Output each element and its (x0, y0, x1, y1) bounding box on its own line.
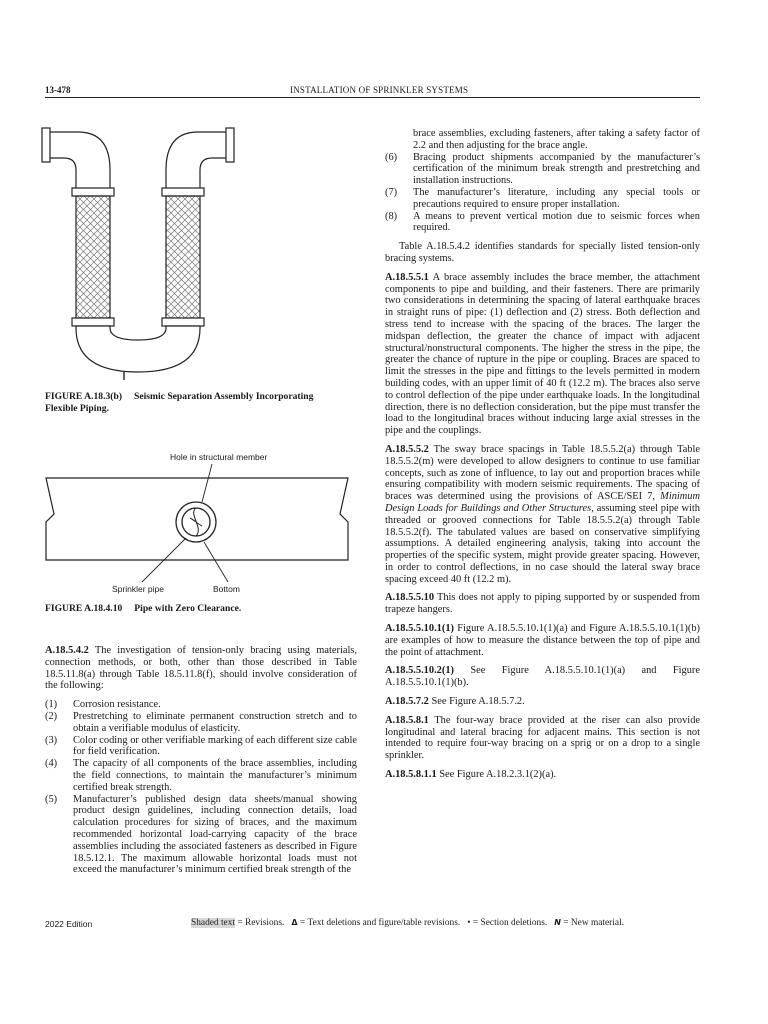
header-rule (45, 97, 700, 98)
list-number: (2) (45, 710, 58, 722)
paragraph-text: See Figure A.18.5.5.10.1(1)(a) and Figure A.18.5.5.10.1(1)(b). (385, 665, 700, 689)
list-item (385, 211, 700, 235)
figure-flexible-loop-drawing (38, 122, 238, 384)
paragraph-text: This does not apply to piping supported by or suspended from trapeze hangers. (385, 592, 700, 616)
running-header-title: INSTALLATION OF SPRINKLER SYSTEMS (290, 85, 469, 95)
figure-caption-label: FIGURE A.18.3(b) (45, 391, 123, 402)
paragraph-a18-5-5-2 (385, 444, 700, 586)
list-number: (4) (45, 758, 58, 770)
list-item-5-continuation: brace assemblies, excluding fasteners, after taking a safety factor of 2.2 and then adjusting for the brace angle. (413, 128, 700, 151)
paragraph-text: A brace assembly includes the brace member, the attachment components to pipe and building, and their fasteners. There are primarily two considerations in determining the spacing of lateral earthquake braces in straight runs of pipe: (1) deflection and (2) stress. Both deflection and stress tend to increase with the spacing of the braces. The larger the midspan deflection, the greater the chance of impact with adjacent structural/nonstructural components. The higher the stress in the pipe, the greater the chance of rupture in the pipe or coupling. Braces are spaced to limit the stresses in the pipe and fittings to the levels permitted in modern building codes, with an upper limit of 40 ft (12.2 m). The braces also serve to control deflection of the pipe under earthquake loads. In the longitudinal direction, there is no deflection consideration, but the pipe must transfer the load to the longitudinal braces without inducing large axial stresses in the pipe and the couplings. (385, 271, 700, 437)
bullet-icon: • (467, 918, 471, 928)
shaded-text-sample: Shaded text (191, 918, 236, 928)
label-hole-in-member: Hole in structural member (170, 452, 268, 462)
figure-zero-clearance-drawing (42, 462, 354, 586)
list-text: Corrosion resistance. (73, 699, 161, 711)
paragraph-a18-5-5-10-1-1 (385, 623, 700, 658)
paragraph-text: The investigation of tension-only bracing using materials, connection methods, or both, other than those described in Table 18.5.11.8(a) through Table 18.5.11.8(f), should involve consideration of the following: (45, 645, 357, 692)
figure-caption-a18-3b (45, 391, 345, 415)
paragraph-id: A.18.5.8.1.1 (385, 769, 437, 781)
label-bottom: Bottom (213, 584, 240, 594)
legend-text: = New material. (560, 918, 625, 928)
paragraph-id: A.18.5.5.1 (385, 271, 429, 283)
figure-caption-text: Seismic Separation Assembly Incorporating Flexible Piping. (45, 391, 314, 414)
list-number: (1) (45, 699, 58, 711)
page-number: 13-478 (45, 85, 71, 95)
legend-text: = Section deletions. (470, 918, 548, 928)
paragraph-text: See Figure A.18.2.3.1(2)(a). (439, 769, 557, 781)
paragraph-a18-5-5-10-2-1 (385, 665, 700, 689)
paragraph-text: assuming steel pipe with threaded or grooved connections for Table 18.5.5.2(a) through Table 18.5.5.2(f). The tabulated values are based on conservative simplifying assumptions. A detailed engineering analysis, taking into account the properties of the specific system, might provide greater spacing. However, in order to control deflections, in no case should the lateral sway brace spacing exceed 40 ft (12.2 m). (385, 502, 700, 585)
paragraph-id: A.18.5.5.10 (385, 592, 435, 604)
paragraph-text: Figure A.18.5.5.10.1(1)(a) and Figure A.18.5.5.10.1(1)(b) are examples of how to measure the distance between the top of pipe and the point of attachment. (385, 623, 700, 658)
list-text: Prestretching to eliminate permanent construction stretch and to obtain a verifiable modulus of elasticity. (73, 710, 357, 734)
paragraph-a18-5-7-2 (385, 696, 700, 708)
list-item (45, 758, 357, 793)
list-number: (5) (45, 793, 58, 805)
list-text: The manufacturer’s literature, including any special tools or precautions required to ensure proper installation. (413, 186, 700, 210)
figure-caption-text: Pipe with Zero Clearance. (134, 603, 242, 614)
paragraph-id: A.18.5.4.2 (45, 645, 89, 656)
list-item (45, 735, 357, 759)
list-text: Bracing product shipments accompanied by the manufacturer’s certification of the minimum break strength and prestretching and installation instructions. (413, 151, 700, 187)
list-item (385, 152, 700, 187)
list-number: (3) (45, 734, 58, 746)
paragraph-text: The sway brace spacings in Table 18.5.5.2(a) through Table 18.5.5.2(m) were developed to allow designers to continue to use familiar concepts, such as zone of influence, to lay out and proportion braces while ensuring compatibility with modern seismic requirements. The spacing of braces was determined using the provisions of ASCE/SEI 7, (385, 443, 700, 503)
revision-legend (191, 918, 624, 928)
list-item (385, 187, 700, 211)
table-note: Table A.18.5.4.2 identifies standards for specially listed tension-only bracing systems. (385, 241, 700, 264)
paragraph-text: See Figure A.18.5.7.2. (431, 696, 525, 708)
paragraph-a18-5-5-1 (385, 272, 700, 437)
paragraph-a18-5-5-10 (385, 592, 700, 616)
edition-label: 2022 Edition (45, 919, 93, 929)
right-column-text (385, 128, 700, 788)
paragraph-a18-5-4-2 (45, 645, 357, 692)
figure-caption-a18-4-10 (45, 603, 345, 615)
legend-text: = Revisions. (235, 918, 285, 928)
paragraph-id: A.18.5.8.1 (385, 714, 429, 726)
left-column-text (45, 645, 357, 876)
figure-caption-label: FIGURE A.18.4.10 (45, 603, 123, 614)
paragraph-a18-5-8-1-1 (385, 769, 700, 781)
list-number: (8) (385, 210, 398, 222)
list-number: (7) (385, 186, 398, 198)
considerations-list (45, 699, 357, 876)
list-item (45, 699, 357, 711)
list-text: The capacity of all components of the brace assemblies, including the field connections, to maintain the manufacturer’s minimum certified break strength. (73, 758, 357, 793)
paragraph-id: A.18.5.5.10.1(1) (385, 623, 454, 635)
paragraph-id: A.18.5.7.2 (385, 696, 429, 708)
paragraph-id: A.18.5.5.10.2(1) (385, 665, 454, 677)
label-sprinkler-pipe: Sprinkler pipe (112, 584, 164, 594)
list-number: (6) (385, 151, 398, 163)
legend-text: = Text deletions and figure/table revisions. (297, 918, 461, 928)
paragraph-text: The four-way brace provided at the riser can also provide longitudinal and lateral bracing for adjacent mains. This section is not intended to require four-way bracing on a sprig or on a drop to a single sprinkler. (385, 714, 700, 762)
paragraph-a18-5-8-1 (385, 715, 700, 762)
delta-icon: Δ (291, 918, 298, 927)
list-item (45, 794, 357, 877)
list-item (45, 711, 357, 735)
standard-title: Minimum Design Loads for Buildings and Other Structures, (385, 491, 700, 514)
list-text: Manufacturer’s published design data sheets/manual showing product design guidelines, including connection details, load calculation procedures for sizing of braces, and the maximum recommended horizontal load-carrying capacity of the brace assemblies including the associated fasteners as described in Figure 18.5.12.1. The maximum allowable horizontal loads must not exceed the manufacturer’s minimum certified break strength of the (73, 793, 357, 876)
list-text: A means to prevent vertical motion due to seismic forces when required. (413, 210, 700, 234)
paragraph-id: A.18.5.5.2 (385, 443, 429, 455)
list-text: Color coding or other verifiable marking of each different size cable for field verification. (73, 734, 357, 758)
new-material-icon: N (554, 918, 561, 927)
